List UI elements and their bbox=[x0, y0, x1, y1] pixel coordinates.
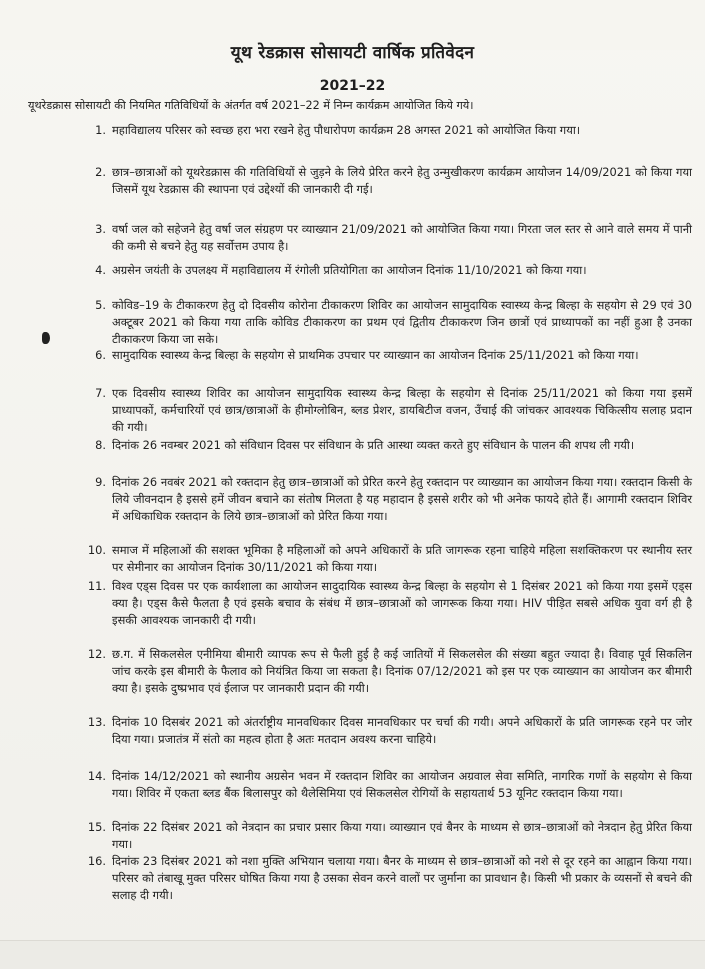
item-text: छात्र–छात्राओं को यूथरेडक्रास की गतिविधियों से जुड़ने के लिये प्रेरित करने हेतु उन्मुखीकरण कार्यक्रम आयोजन 14/09/2021 को किया गया जिसमें यूथ रेडक्रास की स्थापना एवं उद्देश्यों की जानकारी दी गई। bbox=[112, 165, 692, 196]
item-text: कोविड–19 के टीकाकरण हेतु दो दिवसीय कोरोना टीकाकरण शिविर का आयोजन सामुदायिक स्वास्थ्य केन्द्र बिल्हा के सहयोग से 29 एवं 30 अक्टूबर 2021 को किया गया ताकि कोविड टीकाकरण का प्रथम एवं द्वितीय टीकाकरण जिन छात्रों एवं प्राध्यापकों का नहीं हुआ है उनका टीकाकरण किया जा सके। bbox=[112, 298, 692, 346]
margin-mark bbox=[42, 332, 50, 344]
item-text: दिनांक 26 नवम्बर 2021 को संविधान दिवस पर संविधान के प्रति आस्था व्यक्त करते हुए संविधान के पालन की शपथ ली गयी। bbox=[112, 438, 635, 452]
item-text: सामुदायिक स्वास्थ्य केन्द्र बिल्हा के सहयोग से प्राथमिक उपचार पर व्याख्यान का आयोजन दिनांक 25/11/2021 को किया गया। bbox=[112, 348, 639, 362]
item-text: समाज में महिलाओं की सशक्त भूमिका है महिलाओं को अपने अधिकारों के प्रति जागरूक रहना चाहिये महिला सशक्तिकरण पर स्थानीय स्तर पर सेमीनार का आयोजन दिनांक 30/11/2021 को किया गया। bbox=[112, 543, 692, 574]
item-text: महाविद्यालय परिसर को स्वच्छ हरा भरा रखने हेतु पौधारोपण कार्यक्रम 28 अगस्त 2021 को आयोजित किया गया। bbox=[112, 123, 581, 137]
item-text: दिनांक 10 दिसबंर 2021 को अंतर्राष्ट्रीय मानवधिकार दिवस मानवधिकार पर चर्चा की गयी। अपने अधिकारों के प्रति जागरूक रहने पर जोर दिया गया। प्रजातंत्र में संतो का महत्व होता है अतः मतदान अवश्य करना चाहिये। bbox=[112, 715, 692, 746]
item-text: अग्रसेन जयंती के उपलक्ष्य में महाविद्यालय में रंगोली प्रतियोगिता का आयोजन दिनांक 11/10/2021 को किया गया। bbox=[112, 263, 587, 277]
item-text: छ.ग. में सिकलसेल एनीमिया बीमारी व्यापक रूप से फैली हुई है कई जातियों में सिकलसेल की संख्या बहुत ज्यादा है। विवाह पूर्व सिकलिन जांच करके इस बीमारी के फैलाव को नियंत्रित किया जा सकता है। दिनांक 07/12/2021 को इस पर एक व्याख्यान का आयोजन कर बीमारी क्या है। इसके दुष्प्रभाव एवं ईलाज पर जानकारी प्रदान की गयी। bbox=[112, 647, 692, 695]
item-text: विश्व एड्स दिवस पर एक कार्यशाला का आयोजन सादुदायिक स्वास्थ्य केन्द्र बिल्हा के सहयोग से 1 दिसंबर 2021 को किया गया इसमें एड्स क्या है। एड्स कैसे फैलता है एवं इसके बचाव के संबंध में छात्र–छात्राओं को जागरूक किया गया। HIV पीड़ित सबसे अधिक युवा वर्ग ही है इसकी आवश्यक जानकारी दी गयी। bbox=[112, 579, 692, 627]
item-number: 12. bbox=[87, 647, 106, 661]
item-number: 1. bbox=[95, 123, 106, 137]
intro-paragraph: यूथरेडक्रास सोसायटी की नियमित गतिविधियों के अंतर्गत वर्ष 2021–22 में निम्न कार्यक्रम आयोजित किये गये। bbox=[28, 99, 474, 112]
item-number: 2. bbox=[95, 165, 106, 179]
item-text: दिनांक 14/12/2021 को स्थानीय अग्रसेन भवन में रक्तदान शिविर का आयोजन अग्रवाल सेवा समिति, नागरिक गणों के सहयोग से किया गया। शिविर में एकता ब्लड बैंक बिलासपुर को थैलेसिमिया एवं सिकलसेल रोगियों के सहायतार्थ 53 यूनिट रक्तदान किया गया। bbox=[112, 769, 692, 800]
item-number: 8. bbox=[95, 438, 106, 452]
item-number: 5. bbox=[95, 298, 106, 312]
item-text: दिनांक 23 दिसंबर 2021 को नशा मुक्ति अभियान चलाया गया। बैनर के माध्यम से छात्र–छात्राओं को नशे से दूर रहने का आह्वान किया गया। परिसर को तंबाखू मुक्त परिसर घोषित किया गया है उसका सेवन करने वालों पर जुर्माना का प्रावधान है। किसी भी प्रकार के व्यसनों से बचने की सलाह दी गयी। bbox=[112, 854, 692, 902]
item-number: 9. bbox=[95, 475, 106, 489]
report-title: यूथ रेडक्रास सोसायटी वार्षिक प्रतिवेदन bbox=[230, 43, 475, 63]
item-number: 11. bbox=[87, 579, 106, 593]
item-number: 15. bbox=[87, 820, 106, 834]
item-text: दिनांक 26 नवबंर 2021 को रक्तदान हेतु छात्र–छात्राओं को प्रेरित करने हेतु रक्तदान पर व्याख्यान का आयोजन किया गया। रक्तदान किसी के लिये जीवनदान है इससे हमें जीवन बचाने का संतोष मिलता है यह महादान है इससे शरीर को भी अनेक फायदे होते हैं। आगामी रक्तदान शिविर में अधिकाधिक रक्तदान के लिये छात्र–छात्राओं को प्रेरित किया गया। bbox=[112, 475, 692, 523]
item-text: वर्षा जल को सहेजने हेतु वर्षा जल संग्रहण पर व्याख्यान 21/09/2021 को आयोजित किया गया। गिरता जल स्तर से आने वाले समय में पानी की कमी से बचने हेतु यह सर्वोत्तम उपाय है। bbox=[112, 222, 692, 253]
item-number: 6. bbox=[95, 348, 106, 362]
page-bottom-edge bbox=[0, 940, 705, 969]
item-text: एक दिवसीय स्वास्थ्य शिविर का आयोजन सामुदायिक स्वास्थ्य केन्द्र बिल्हा के सहयोग से दिनांक 25/11/2021 को किया गया इसमें प्राध्यापकों, कर्मचारियों एवं छात्र/छात्राओं के हीमोग्लोबिन, ब्लड प्रेशर, डायबिटीज वजन, उँचाई की जांचकर आवश्यक चिकित्सीय सलाह प्रदान की गयी। bbox=[112, 386, 692, 434]
item-number: 10. bbox=[87, 543, 106, 557]
item-number: 4. bbox=[95, 263, 106, 277]
item-number: 3. bbox=[95, 222, 106, 236]
item-number: 13. bbox=[87, 715, 106, 729]
report-year: 2021–22 bbox=[319, 78, 386, 94]
item-number: 16. bbox=[87, 854, 106, 868]
item-text: दिनांक 22 दिसंबर 2021 को नेत्रदान का प्रचार प्रसार किया गया। व्याख्यान एवं बैनर के माध्यम से छात्र–छात्राओं को नेत्रदान हेतु प्रेरित किया गया। bbox=[112, 820, 692, 851]
item-number: 14. bbox=[87, 769, 106, 783]
item-number: 7. bbox=[95, 386, 106, 400]
